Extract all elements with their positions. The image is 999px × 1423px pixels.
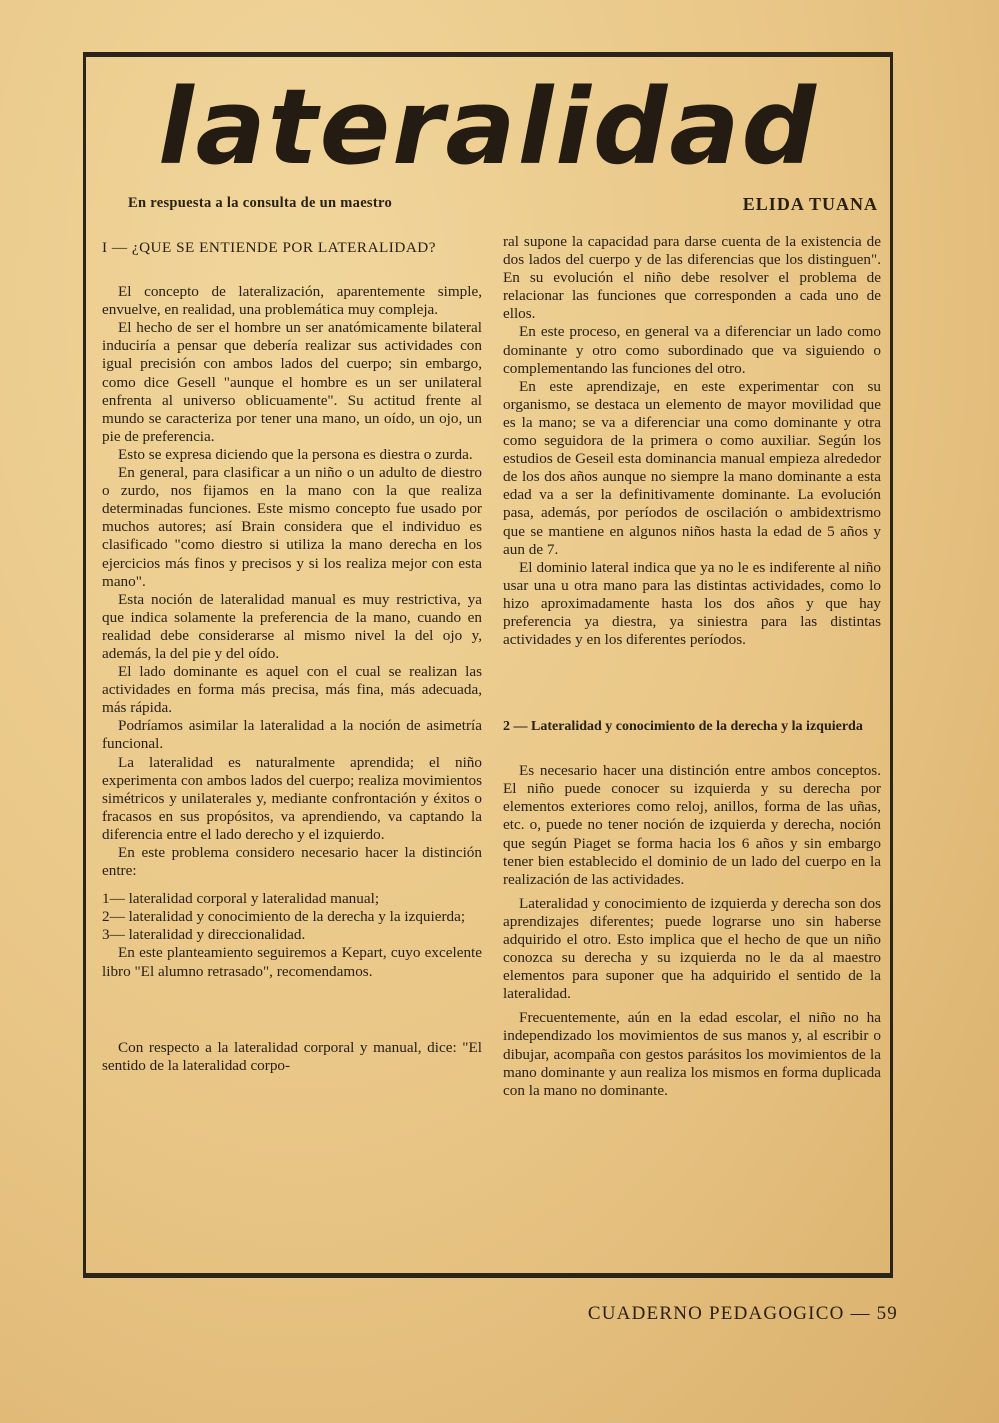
paragraph: El dominio lateral indica que ya no le es indiferente al niño usar una u otra mano para las distintas actividades, como lo hizo aproximadamente hasta los dos años y que hay preferencia ya diestra, ya siniestra para las distintas actividades y en los diferentes períodos. — [503, 558, 881, 649]
paragraph: Con respecto a la lateralidad corporal y manual, dice: "El sentido de la lateralidad corpo- — [102, 1038, 482, 1074]
section-heading-2: 2 — Lateralidad y conocimiento de la derecha y la izquierda — [503, 719, 863, 735]
list-item: 3— lateralidad y direccionalidad. — [102, 926, 306, 944]
paragraph: El concepto de lateralización, aparentemente simple, envuelve, en realidad, una problemática muy compleja. — [102, 283, 482, 319]
article-subtitle: En respuesta a la consulta de un maestro — [128, 195, 393, 211]
article-author: ELIDA TUANA — [742, 194, 878, 214]
paragraph: El hecho de ser el hombre un ser anatómicamente bilateral induciría a pensar que debería realizar sus actividades con igual precisión con ambos lados del cuerpo; sin embargo, como dice Gesell "aunque el hombre es un ser unilateral enfrenta al universo oblicuamente". Su actitud frente al mundo se caracteriza por tener una mano, un oído, un ojo, un pie de preferencia. — [102, 319, 482, 445]
list-item: 1— lateralidad corporal y lateralidad manual; — [102, 890, 380, 908]
paragraph: La lateralidad es naturalmente aprendida; el niño experimenta con ambos lados del cuerpo; realiza movimientos simétricos y unilaterales y, mediante confrontación y éxitos o fracasos en sus propósitos, va aprendiendo, va captando la diferencia entre el lado derecho y el izquierdo. — [102, 753, 482, 843]
paragraph: En este planteamiento seguiremos a Kepart, cuyo excelente libro "El alumno retrasado", recomendamos. — [102, 944, 482, 980]
section-heading-1: I — ¿QUE SE ENTIENDE POR LATERALIDAD? — [102, 239, 437, 256]
page-footer: CUADERNO PEDAGOGICO — 59 — [587, 1303, 898, 1324]
right-column — [503, 233, 881, 1253]
paragraph: En este aprendizaje, en este experimentar con su organismo, se destaca un elemento de mayor movilidad que es la mano; se va a diferenciar una como dominante y otra como seguidora de la primera o como auxiliar. Según los estudios de Geseil esta dominancia manual empieza alrededor de los dos años aunque no siempre la mano dominante a esta edad va a ser la definitivamente dominante. La evolución pasa, además, por períodos de oscilación o ambidextrismo que se mantiene en algunos niños hasta la edad de 5 años y aun de 7. — [503, 377, 881, 558]
paragraph: El lado dominante es aquel con el cual se realizan las actividades en forma más precisa, más fina, más adecuada, más rápida. — [102, 663, 482, 717]
paragraph: Es necesario hacer una distinción entre ambos conceptos. El niño puede conocer su izquierda y su derecha por elementos exteriores como reloj, anillos, forma de las uñas, etc. o, puede no tener noción de izquierda y derecha, noción que según Piaget se forma hacia los 6 años y sin embargo tener bien establecido el dominio de un lado del cuerpo en la realización de las actividades. — [503, 762, 881, 888]
paragraph: Lateralidad y conocimiento de izquierda y derecha son dos aprendizajes diferentes; puede lograrse uno sin haberse adquirido el otro. Esto implica que el hecho de que un niño conozca su derecha y su izquierda no le da al maestro elementos para suponer que ha adquirido el sentido de la lateralidad. — [503, 894, 881, 1003]
list-item: 2— lateralidad y conocimiento de la derecha y la izquierda; — [102, 908, 466, 926]
paragraph: Frecuentemente, aún en la edad escolar, el niño no ha independizado los movimientos de sus manos y, al escribir o dibujar, acompaña con gestos parásitos los movimientos de la mano dominante y aun realiza los mismos en forma duplicada con la mano no dominante. — [503, 1009, 881, 1099]
paragraph: ral supone la capacidad para darse cuenta de la existencia de dos lados del cuerpo y de las diferencias que los distinguen". En su evolución el niño debe resolver el problema de relacionar las funciones que corresponden a cada uno de ellos. — [503, 233, 881, 323]
paragraph: Esto se expresa diciendo que la persona es diestra o zurda. — [118, 445, 473, 463]
paragraph: En este problema considero necesario hacer la distinción entre: — [102, 844, 482, 880]
paragraph: En general, para clasificar a un niño o un adulto de diestro o zurdo, nos fijamos en la mano con la que realiza determinadas funciones. Este mismo concepto fue usado por muchos autores; así Brain considera que el individuo es clasificado "como diestro si utiliza la mano derecha en los ejercicios más finos y precisos y si los realiza mejor con esta mano". — [102, 464, 482, 590]
article-title: lateralidad — [158, 66, 818, 188]
paragraph: Esta noción de lateralidad manual es muy restrictiva, ya que indica solamente la preferencia de la mano, cuando en realidad debe considerarse al mismo nivel la del ojo y, además, la del pie y del oído. — [102, 590, 482, 662]
paragraph: Podríamos asimilar la lateralidad a la noción de asimetría funcional. — [102, 717, 482, 753]
paragraph: En este proceso, en general va a diferenciar un lado como dominante y otro como subordinado que va siguiendo o complementando las funciones del otro. — [503, 323, 881, 377]
article-frame — [83, 52, 893, 1278]
left-column — [102, 233, 482, 1253]
